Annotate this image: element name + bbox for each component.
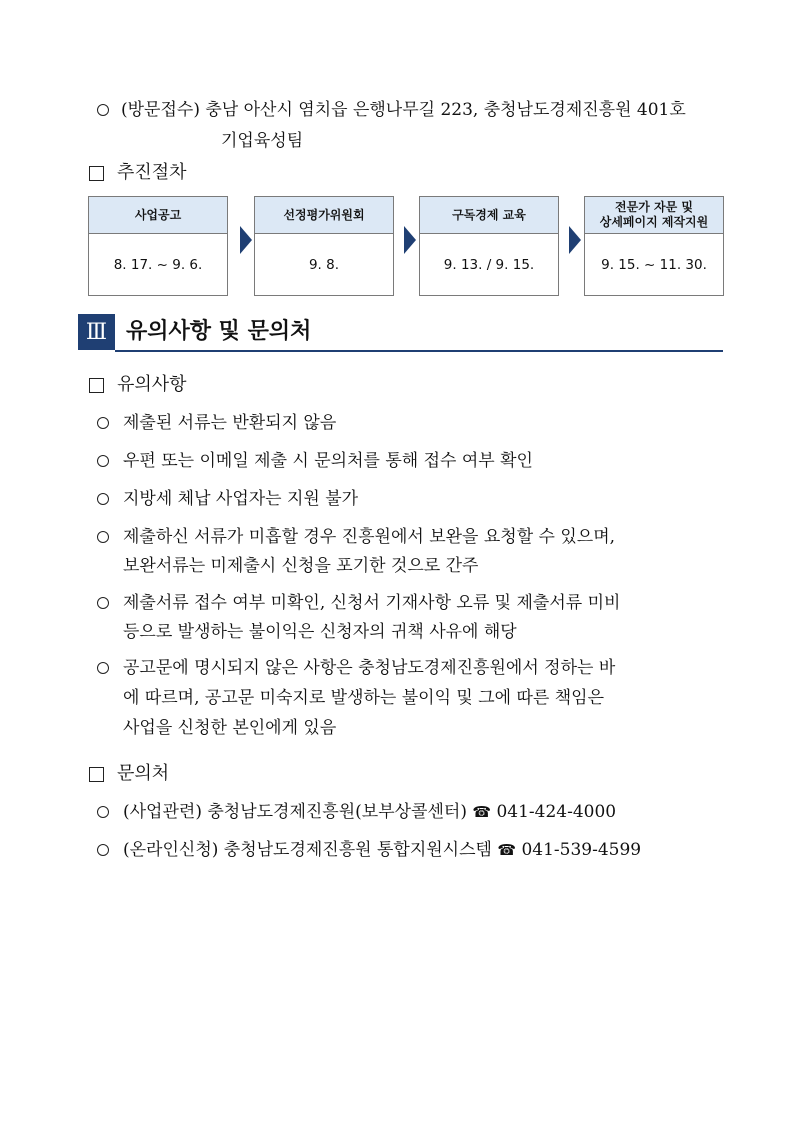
contact-item-2 (123, 840, 641, 860)
notes-item-6-line3: 사업을 신청한 본인에게 있음 (123, 718, 337, 738)
square-bullet-icon (89, 378, 104, 393)
circle-bullet-icon (97, 531, 109, 543)
process-step-1 (88, 196, 228, 296)
arrow-right-icon (240, 226, 252, 254)
contact-item-1-text: (사업관련) 충청남도경제진흥원(보부상콜센터) (123, 802, 467, 822)
circle-bullet-icon (97, 806, 109, 818)
circle-bullet-icon (97, 104, 109, 116)
notes-item-6-line1: 공고문에 명시되지 않은 사항은 충청남도경제진흥원에서 정하는 바 (123, 658, 616, 678)
circle-bullet-icon (97, 662, 109, 674)
notes-item-2: 우편 또는 이메일 제출 시 문의처를 통해 접수 여부 확인 (123, 451, 533, 471)
arrow-right-icon (569, 226, 581, 254)
process-step-1-head: 사업공고 (89, 197, 227, 234)
process-step-4 (584, 196, 724, 296)
process-title: 추진절차 (117, 162, 187, 183)
notes-item-4-line1: 제출하신 서류가 미흡할 경우 진흥원에서 보완을 요청할 수 있으며, (123, 527, 616, 547)
notes-title: 유의사항 (117, 374, 187, 395)
phone-icon: ☎ (472, 803, 492, 821)
notes-item-5-line2: 등으로 발생하는 불이익은 신청자의 귀책 사유에 해당 (123, 622, 517, 642)
notes-item-1: 제출된 서류는 반환되지 않음 (123, 413, 337, 433)
circle-bullet-icon (97, 844, 109, 856)
contact-item-1-phone: 041-424-4000 (496, 802, 617, 822)
circle-bullet-icon (97, 493, 109, 505)
phone-icon: ☎ (497, 841, 517, 859)
process-step-2 (254, 196, 394, 296)
circle-bullet-icon (97, 597, 109, 609)
contact-item-1 (123, 802, 616, 822)
process-step-4-date: 9. 15. ~ 11. 30. (601, 257, 707, 273)
process-step-3-head: 구독경제 교육 (420, 197, 558, 234)
contact-title: 문의처 (117, 763, 170, 784)
section-number: Ⅲ (78, 314, 115, 350)
process-step-2-head: 선정평가위원회 (255, 197, 393, 234)
process-step-4-head (585, 197, 723, 234)
notes-item-5-line1: 제출서류 접수 여부 미확인, 신청서 기재사항 오류 및 제출서류 미비 (123, 593, 621, 613)
notes-item-4-line2: 보완서류는 미제출시 신청을 포기한 것으로 간주 (123, 556, 479, 576)
process-step-1-date: 8. 17. ~ 9. 6. (113, 257, 203, 273)
contact-item-2-text: (온라인신청) 충청남도경제진흥원 통합지원시스템 (123, 840, 492, 860)
process-step-3-date: 9. 13. / 9. 15. (443, 257, 535, 273)
notes-item-3: 지방세 체납 사업자는 지원 불가 (123, 489, 359, 509)
circle-bullet-icon (97, 455, 109, 467)
section-title: 유의사항 및 문의처 (126, 319, 312, 344)
notes-item-6-line2: 에 따르며, 공고문 미숙지로 발생하는 불이익 및 그에 따른 책임은 (123, 688, 605, 708)
section-underline (115, 350, 723, 352)
process-step-4-head-line2: 상세페이지 제작지원 (599, 215, 709, 229)
visit-address-line2: 기업육성팀 (221, 131, 304, 151)
process-step-4-head-line1: 전문가 자문 및 (615, 200, 693, 214)
square-bullet-icon (89, 166, 104, 181)
process-step-2-date: 9. 8. (308, 257, 340, 273)
square-bullet-icon (89, 767, 104, 782)
circle-bullet-icon (97, 417, 109, 429)
contact-item-2-phone: 041-539-4599 (521, 840, 642, 860)
process-step-3 (419, 196, 559, 296)
visit-address-line1: (방문접수) 충남 아산시 염치읍 은행나무길 223, 충청남도경제진흥원 401호 (121, 100, 686, 120)
arrow-right-icon (404, 226, 416, 254)
